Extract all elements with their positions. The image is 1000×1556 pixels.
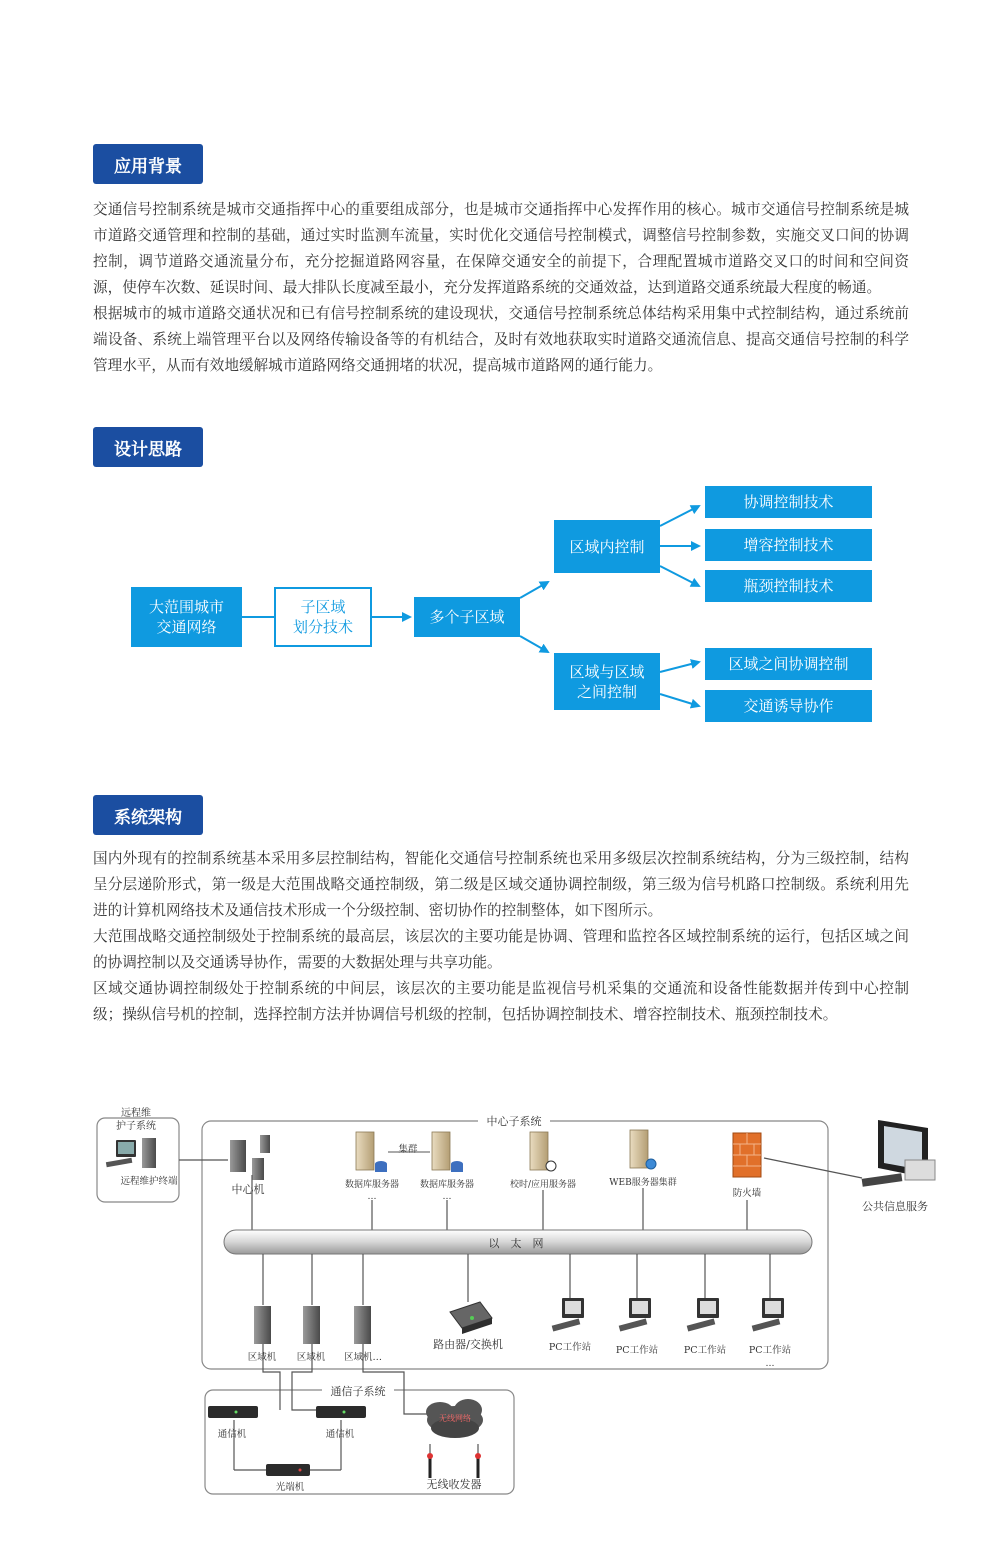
public-link <box>764 1158 862 1178</box>
pc-workstation-2-icon <box>619 1298 651 1332</box>
flow-intra-item-1: 协调控制技术 <box>705 486 872 518</box>
region-machine-3-icon <box>354 1306 371 1344</box>
pc-workstation-2-label: PC工作站 <box>615 1345 659 1356</box>
flow-intra-item-2: 增容控制技术 <box>705 529 872 561</box>
db-server-2-icon <box>432 1132 463 1172</box>
comm-machine-2-label: 通信机 <box>325 1429 355 1440</box>
public-info-monitor-icon <box>862 1120 935 1187</box>
pc-workstation-4-label: PC工作站 <box>748 1345 792 1356</box>
region-machine-3-label: 区域机… <box>343 1352 383 1363</box>
db-server-1-icon <box>356 1132 387 1172</box>
architecture-paragraph-2: 大范围战略交通控制级处于控制系统的最高层，该层次的主要功能是协调、管理和监控各区域控制系统的运行，包括区域之间的协调控制以及交通诱导协作，需要的大数据处理与共享功能。 <box>93 928 909 971</box>
firewall-label: 防火墙 <box>732 1188 762 1199</box>
remote-terminal-label: 远程维护终端 <box>120 1176 178 1187</box>
web-cluster-label: WEB服务器集群 <box>609 1178 677 1188</box>
section-title-architecture: 系统架构 <box>93 795 203 835</box>
cluster-label: 集群 <box>398 1144 418 1155</box>
remote-group-label-2: 护子系统 <box>116 1121 156 1132</box>
router-label: 路由器/交换机 <box>433 1338 503 1351</box>
router-icon <box>450 1302 492 1334</box>
flow-partition-box: 子区域 划分技术 <box>274 587 372 647</box>
flow-inter-item-2: 交通诱导协作 <box>705 690 872 722</box>
comm-machine-1-icon <box>208 1406 258 1418</box>
firewall-icon <box>733 1133 761 1177</box>
region-machine-2-label: 区域机 <box>296 1352 326 1363</box>
time-server-icon <box>530 1132 556 1171</box>
time-server-label: 校时/应用服务器 <box>509 1180 577 1190</box>
region-machine-1-icon <box>254 1306 271 1344</box>
wireless-antenna-icon-1 <box>427 1453 433 1478</box>
center-machine-icon <box>230 1135 270 1180</box>
architecture-paragraph-1: 国内外现有的控制系统基本采用多层控制结构，智能化交通信号控制系统也采用多级层次控制系统结构，分为三级控制，结构呈分层递阶形式，第一级是大范围战略交通控制级，第二级是区域交通协调控制级，第三级为信号机路口控制级。系统利用先进的计算机网络技术及通信技术形成一个分级控制、密切协作的控制整体，如下图所示。 <box>93 850 909 919</box>
pc-workstation-1-icon <box>552 1298 584 1332</box>
flow-start-box: 大范围城市 交通网络 <box>131 587 242 647</box>
db-server-1-label: 数据库服务器 <box>344 1180 400 1190</box>
pc-workstation-3-label: PC工作站 <box>683 1345 727 1356</box>
center-group-label: 中心子系统 <box>486 1115 542 1128</box>
db-server-2-label: 数据库服务器 <box>419 1180 475 1190</box>
web-cluster-icon <box>630 1130 656 1169</box>
remote-terminal-icon <box>106 1138 156 1168</box>
wireless-cloud-label: 无线网络 <box>439 1414 471 1423</box>
background-paragraph-1: 交通信号控制系统是城市交通指挥中心的重要组成部分，也是城市交通指挥中心发挥作用的核心。城市交通信号控制系统是城市道路交通管理和控制的基础，通过实时监测车流量，实时优化交通信号控制模式，调整信号控制参数，实施交叉口间的协调控制，调节道路交通流量分布，充分挖掘道路网容量，在保障交通安全的前提下，合理配置城市道路交叉口的时间和空间资源，使停车次数、延误时间、最大排队长度减至最小，充分发挥道路系统的交通效益，达到道路交通系统最大程度的畅通。 <box>93 201 909 296</box>
region-machine-2-icon <box>303 1306 320 1344</box>
flow-inter-box: 区域与区域 之间控制 <box>554 653 660 710</box>
pc-workstation-1-label: PC工作站 <box>548 1342 592 1353</box>
pc-workstation-3-icon <box>687 1298 719 1332</box>
pc-workstation-ellipsis: … <box>765 1359 775 1369</box>
wireless-antenna-icon-2 <box>475 1453 481 1478</box>
comm-group-label: 通信子系统 <box>330 1385 386 1398</box>
pc-workstation-4-icon <box>752 1298 784 1332</box>
flow-intra-item-3: 瓶颈控制技术 <box>705 570 872 602</box>
public-info-label: 公共信息服务 <box>862 1200 928 1213</box>
background-paragraph-2: 根据城市的城市道路交通状况和已有信号控制系统的建设现状，交通信号控制系统总体结构采用集中式控制结构，通过系统前端设备、系统上端管理平台以及网络传输设备等的有机结合，及时有效地获取实时道路交通流信息、提高交通信号控制的科学管理水平，从而有效地缓解城市道路网络交通拥堵的状况，提高城市道路网的通行能力。 <box>93 305 909 374</box>
flow-multi-box: 多个子区域 <box>414 597 520 637</box>
flow-intra-box: 区域内控制 <box>554 520 660 573</box>
ethernet-label: 以 太 网 <box>488 1237 544 1250</box>
remote-group-label-1: 远程维 <box>121 1108 151 1119</box>
comm-machine-2-icon <box>316 1406 366 1418</box>
flow-inter-item-1: 区域之间协调控制 <box>705 648 872 680</box>
optical-transceiver-icon <box>266 1464 310 1476</box>
architecture-paragraph-3: 区域交通协调控制级处于控制系统的中间层，该层次的主要功能是监视信号机采集的交通流和设备性能数据并传到中心控制级；操纵信号机的控制，选择控制方法并协调信号机级的控制，包括协调控制技术、增容控制技术、瓶颈控制技术。 <box>93 980 909 1023</box>
comm-machine-1-label: 通信机 <box>217 1429 247 1440</box>
region-machine-1-label: 区域机 <box>247 1352 277 1363</box>
section-title-design: 设计思路 <box>93 427 203 467</box>
section-title-background: 应用背景 <box>93 144 203 184</box>
optical-transceiver-label: 光端机 <box>275 1482 305 1493</box>
db-server-1-ellipsis: … <box>367 1192 377 1202</box>
wireless-transceiver-label: 无线收发器 <box>426 1478 482 1491</box>
db-server-2-ellipsis: … <box>442 1192 452 1202</box>
center-machine-label: 中心机 <box>231 1183 265 1196</box>
